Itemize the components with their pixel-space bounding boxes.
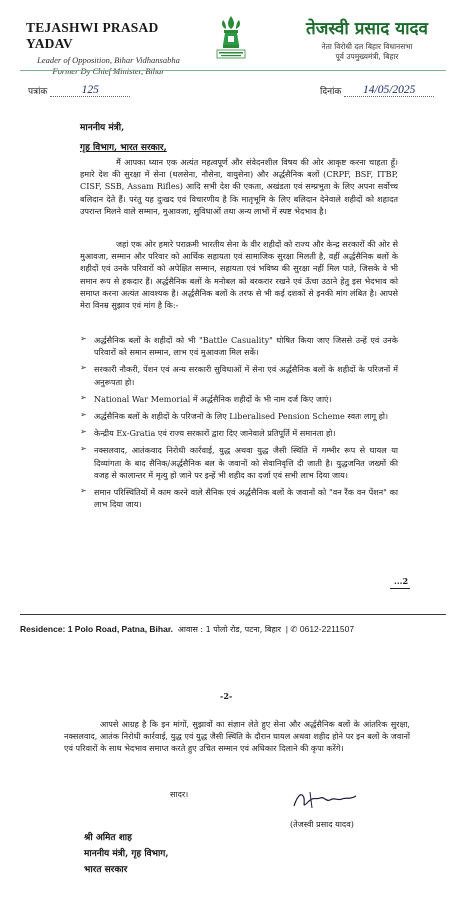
recipient-block bbox=[84, 830, 169, 878]
reference-label: पत्रांक bbox=[28, 87, 48, 97]
reference-value: 125 bbox=[81, 84, 99, 96]
residence-english: Residence: 1 Polo Road, Patna, Bihar. bbox=[20, 624, 174, 634]
letterhead-divider bbox=[20, 70, 446, 71]
demand-list bbox=[80, 334, 398, 510]
footer-divider bbox=[20, 614, 446, 615]
addressee-department: गृह विभाग, भारत सरकार, bbox=[80, 143, 167, 153]
list-item: ➢ National War Memorial में अर्द्धसैनिक शहीदों के भी नाम दर्ज किए जाएं। bbox=[80, 392, 332, 404]
arrow-bullet-icon: ➢ bbox=[80, 486, 87, 496]
lantern-emblem-icon bbox=[213, 14, 249, 60]
sender-former-role-hindi: पूर्व उपमुख्यमंत्री, बिहार bbox=[335, 52, 399, 61]
handwritten-signature bbox=[290, 788, 360, 818]
reference-number bbox=[28, 84, 130, 97]
list-item: ➢ अर्द्धसैनिक बलों के शहीदों को भी "Battle Casuality" घोषित किया जाए जिससे उन्हें एवं उनके परिवारों को समान सम्मान, लाभ एवं मुआवजा मिल सकें। bbox=[80, 334, 398, 358]
sender-role-english: Leader of Opposition, Bihar Vidhansabha bbox=[37, 55, 180, 65]
phone-icon: ✆ bbox=[290, 624, 298, 634]
body-paragraph-1: मैं आपका ध्यान एक अत्यंत महत्वपूर्ण और संवेदनशील विषय की ओर आकृष्ट करना चाहता हूँ। हमारे देश की सुरक्षा में सेना (थलसेना, नौसेना, वायुसेना) और अर्द्धसैनिक बलों (CRPF, BSF, ITBP, CISF, SSB, Assam Rifles) आदि सभी देश की एकता, अखंडता एवं सम्प्रभुता के लिए अपना सर्वोच्च बलिदान देते हैं। परंतु यह दुःखद एवं विचारणीय है कि मातृभूमि के लिए बलिदान देनेवाले शहीदों को शहादत उपरान्त मिलने वाले सम्मान, मुआवजा, सुविधाओं तथा अन्य लाभों में स्पष्ट भेदभाव है। bbox=[80, 157, 398, 216]
page-2-marker: -2- bbox=[220, 691, 233, 701]
sender-former-role-english: Former Dy Chief Minister, Bihar bbox=[52, 66, 165, 76]
arrow-bullet-icon: ➢ bbox=[80, 363, 87, 373]
phone-number: 0612-2211507 bbox=[299, 624, 355, 634]
addressee-title: माननीय मंत्री, bbox=[80, 123, 125, 133]
closing: सादर। bbox=[170, 789, 189, 799]
list-item: ➢ केन्द्रीय Ex-Gratia एवं राज्य सरकारों द्वारा दिए जानेवाले प्रतिपूर्ति में समानता हो। bbox=[80, 427, 336, 439]
list-item: ➢ सरकारी नौकरी, पेंशन एवं अन्य सरकारी सुविधाओं में सेना एवं अर्द्धसैनिक बलों के शहीदों के परिजनों में अनुरूपता हो। bbox=[80, 363, 398, 387]
sender-name-hindi: तेजस्वी प्रसाद यादव bbox=[306, 19, 428, 39]
recipient-name: श्री अमित शाह bbox=[84, 833, 132, 843]
letter-date bbox=[320, 84, 434, 97]
arrow-bullet-icon: ➢ bbox=[80, 334, 87, 343]
recipient-org: भारत सरकार bbox=[84, 865, 128, 875]
recipient-role: माननीय मंत्री, गृह विभाग, bbox=[84, 849, 169, 859]
list-item: ➢ अर्द्धसैनिक बलों के शहीदों के परिजनों के लिए Liberalised Pension Scheme स्वतः लागू हो। bbox=[80, 410, 389, 422]
continuation-marker: ...2 bbox=[394, 576, 409, 586]
arrow-bullet-icon: ➢ bbox=[80, 410, 87, 420]
arrow-bullet-icon: ➢ bbox=[80, 427, 87, 437]
continuation-underline bbox=[390, 588, 410, 589]
date-label: दिनांक bbox=[320, 87, 342, 97]
body-paragraph-2: जहां एक ओर हमारे पराक्रमी भारतीय सेना के वीर शहीदों को राज्य और केन्द्र सरकारों की ओर से मुआवजा, सम्मान और परिवार को आर्थिक सहायता एवं सामाजिक सुरक्षा मिलती है, वहीं अर्द्धसैनिक बलों के शहीदों एवं उनके परिवारों को अपेक्षित सम्मान, सहायता एवं भविष्य की सुरक्षा नहीं मिल पाते, जिसके वे भी समान रूप से हकदार हैं। अर्द्धसैनिक बलों के मनोबल को बरकरार रखने एवं ऊँचा उठाने हेतु इस भेदभाव को समाप्त करना अत्यंत आवश्यक है। अर्द्धसैनिक बलों के तरफ से भी कई दशकों से इनकी मांग लंबित है। आपसे मेरा विनम्र सुझाव एवं मांग है कि:- bbox=[80, 239, 398, 311]
signatory-name: (तेजस्वी प्रसाद यादव) bbox=[290, 819, 354, 829]
letterhead-english bbox=[26, 20, 191, 77]
arrow-bullet-icon: ➢ bbox=[80, 444, 87, 454]
footer-address: Residence: 1 Polo Road, Patna, Bihar. आवास : 1 पोलो रोड, पटना, बिहार | ✆ 0612-2211507 bbox=[20, 624, 355, 634]
residence-hindi: आवास : 1 पोलो रोड, पटना, बिहार bbox=[177, 625, 282, 634]
sender-name-english: TEJASHWI PRASAD YADAV bbox=[26, 20, 159, 51]
arrow-bullet-icon: ➢ bbox=[80, 392, 87, 402]
letterhead-hindi bbox=[282, 16, 452, 62]
list-item: ➢ नक्सलवाद, आतंकवाद निरोधी कार्रवाई, युद्ध अथवा युद्ध जैसी स्थिति में गम्भीर रूप से घायल या दिव्यांगता के बाद सैनिक/अर्द्धसैनिक बल के जवानों को सेवानिवृत्ति दी जाती है। युद्धजनित जख्मों की वजह से कालान्तर में मृत्यु हो जाने पर इन्हें भी शहीद का दर्जा एवं सभी लाभ दिया जाय। bbox=[80, 444, 398, 480]
list-item: ➢ समान परिस्थितियों में काम करने वाले सैनिक एवं अर्द्धसैनिक बलों के जवानों को "वन रैंक वन पेंशन" का लाभ दिया जाय। bbox=[80, 486, 398, 510]
sender-role-hindi: नेता विरोधी दल बिहार विधानसभा bbox=[321, 42, 413, 51]
page-2-paragraph: आपसे आग्रह है कि इन मांगों, सुझावों का संज्ञान लेते हुए सेना और अर्द्धसैनिक बलों के आंतरिक सुरक्षा, नक्सलवाद, आतंक निरोधी कार्रवाई, युद्ध एवं युद्ध जैसी स्थिति के दौरान घायल अथवा शहीद होने पर इन बलों के जवानों एवं परिवारों के साथ भेदभाव समाप्त करते हुए उचित सम्मान एवं अधिकार दिलाने की कृपा करेंगे। bbox=[64, 719, 410, 754]
date-value: 14/05/2025 bbox=[363, 84, 416, 96]
